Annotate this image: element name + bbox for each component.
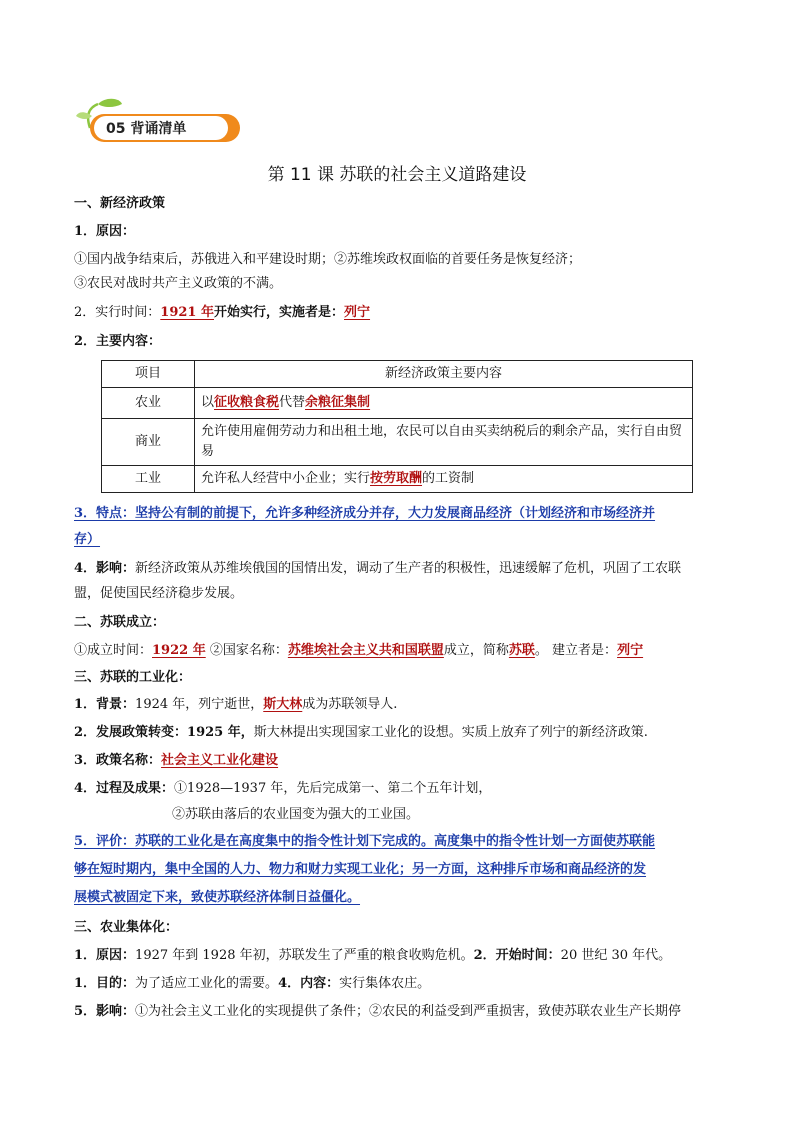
sec4-label: 5．影响：: [74, 1004, 136, 1019]
sec4-text: 1927 年到 1928 年初，苏联发生了严重的粮食收购危机。: [135, 948, 474, 963]
content-label: 2．主要内容：: [74, 334, 162, 349]
table-cell: 允许使用雇佣劳动力和出租土地，农民可以自由买卖纳税后的剩余产品，实行自由贸易: [195, 419, 693, 466]
sec4-label: 1．原因：: [74, 948, 136, 963]
sec4-label: 1．目的：: [74, 976, 136, 991]
shift-text: 斯大林提出实现国家工业化的设想。实质上放弃了列宁的新经济政策.: [253, 725, 648, 740]
impl-line: [74, 303, 370, 323]
sec3-heading: 三、苏联的工业化：: [74, 670, 192, 685]
cause-line2: ③农民对战时共产主义政策的不满。: [74, 276, 283, 291]
influence-text: 新经济政策从苏维埃俄国的国情出发，调动了生产者的积极性，迅速缓解了危机，巩固了工农联: [135, 561, 682, 576]
cell-text: 的工资制: [422, 471, 475, 486]
influence-line1: [74, 559, 681, 579]
influence-line2: 盟，促使国民经济稳步发展。: [74, 586, 244, 601]
proc-line1: [74, 779, 491, 799]
sec2-text: ①成立时间：: [74, 643, 153, 658]
cell-key: 余粮征集制: [305, 395, 371, 410]
cell-text: 以: [201, 395, 215, 410]
sec4-label: 2．开始时间：: [473, 948, 561, 963]
sec2-text: 成立，简称: [443, 643, 509, 658]
cell-text: 代替: [279, 395, 306, 410]
shift-line: [74, 723, 648, 743]
cause-line1: ①国内战争结束后，苏俄进入和平建设时期；②苏维埃政权面临的首要任务是恢复经济；: [74, 252, 582, 267]
sec2-heading: 二、苏联成立：: [74, 615, 166, 630]
feature-line2: 存）: [74, 532, 101, 547]
bg-text: 成为苏联领导人.: [302, 697, 398, 712]
sec4-label: 4．内容：: [278, 976, 340, 991]
cell-text: 允许私人经营中小企业；实行: [201, 471, 371, 486]
eval-line1: 5．评价：苏联的工业化是在高度集中的指令性计划下完成的。高度集中的指令性计划一方面使苏联能: [74, 834, 656, 849]
section-badge: [78, 110, 238, 142]
page-title: 第 11 课 苏联的社会主义道路建设: [267, 165, 527, 185]
impl-person: 列宁: [344, 305, 371, 320]
policy-name: 社会主义工业化建设: [161, 753, 279, 768]
eval-line2: 够在短时期内，集中全国的人力、物力和财力实现工业化；另一方面，这种排斥市场和商品经济的发: [74, 862, 647, 877]
table-row: [102, 388, 693, 419]
table-row: [102, 419, 693, 466]
eval-line3: 展模式被固定下来，致使苏联经济体制日益僵化。: [74, 890, 361, 905]
sec2-text: 。 建立者是：: [534, 643, 618, 658]
sec2-founder: 列宁: [617, 643, 644, 658]
sec4-line3: [74, 1002, 681, 1022]
badge-label: 05 背诵清单: [106, 121, 187, 137]
sec4-text: 实行集体农庄。: [339, 976, 431, 991]
impl-year: 1921 年: [160, 305, 214, 320]
shift-label: 2．发展政策转变：1925 年，: [74, 725, 254, 740]
policy-table: [101, 360, 693, 493]
bg-name: 斯大林: [263, 697, 303, 712]
impl-mid: 开始实行，实施者是：: [214, 305, 345, 320]
proc-text: ①1928—1937 年，先后完成第一、第二个五年计划，: [174, 781, 492, 796]
table-cell: 商业: [102, 419, 195, 466]
sec1-heading: 一、新经济政策: [74, 196, 166, 211]
bg-line: [74, 695, 397, 715]
cell-key: 征收粮食税: [214, 395, 280, 410]
sec4-line2: [74, 974, 430, 994]
table-row: [102, 466, 693, 493]
table-cell: 工业: [102, 466, 195, 493]
table-row: [102, 361, 693, 388]
table-cell: 农业: [102, 388, 195, 419]
sec2-line: [74, 641, 643, 661]
sec2-short: 苏联: [508, 643, 535, 658]
table-header-item: 项目: [102, 361, 195, 388]
policy-label: 3．政策名称：: [74, 753, 162, 768]
proc-line2: ②苏联由落后的农业国变为强大的工业国。: [172, 807, 420, 822]
impl-prefix: 2．实行时间：: [74, 305, 161, 320]
sec2-name: 苏维埃社会主义共和国联盟: [287, 643, 444, 658]
influence-label: 4．影响：: [74, 561, 136, 576]
bg-label: 1．背景：: [74, 697, 136, 712]
sec4-text: 为了适应工业化的需要。: [135, 976, 279, 991]
policy-line: [74, 751, 278, 771]
sec2-text: ②国家名称：: [205, 643, 288, 658]
table-cell: [195, 466, 693, 493]
table-header-content: 新经济政策主要内容: [195, 361, 693, 388]
cause-label: 1．原因：: [74, 224, 136, 239]
sec4-text: 20 世纪 30 年代。: [560, 948, 672, 963]
feature-line1: 3．特点：坚持公有制的前提下，允许多种经济成分并存，大力发展商品经济（计划经济和市场经济并: [74, 506, 656, 521]
table-cell: [195, 388, 693, 419]
sec4-text: ①为社会主义工业化的实现提供了条件；②农民的利益受到严重损害，致使苏联农业生产长期停: [135, 1004, 682, 1019]
sec4-line1: [74, 946, 671, 966]
cell-key: 按劳取酬: [370, 471, 423, 486]
sec4-heading: 三、农业集体化：: [74, 920, 179, 935]
sec2-year: 1922 年: [152, 643, 206, 658]
bg-text: 1924 年，列宁逝世，: [135, 697, 264, 712]
proc-label: 4．过程及成果：: [74, 781, 175, 796]
